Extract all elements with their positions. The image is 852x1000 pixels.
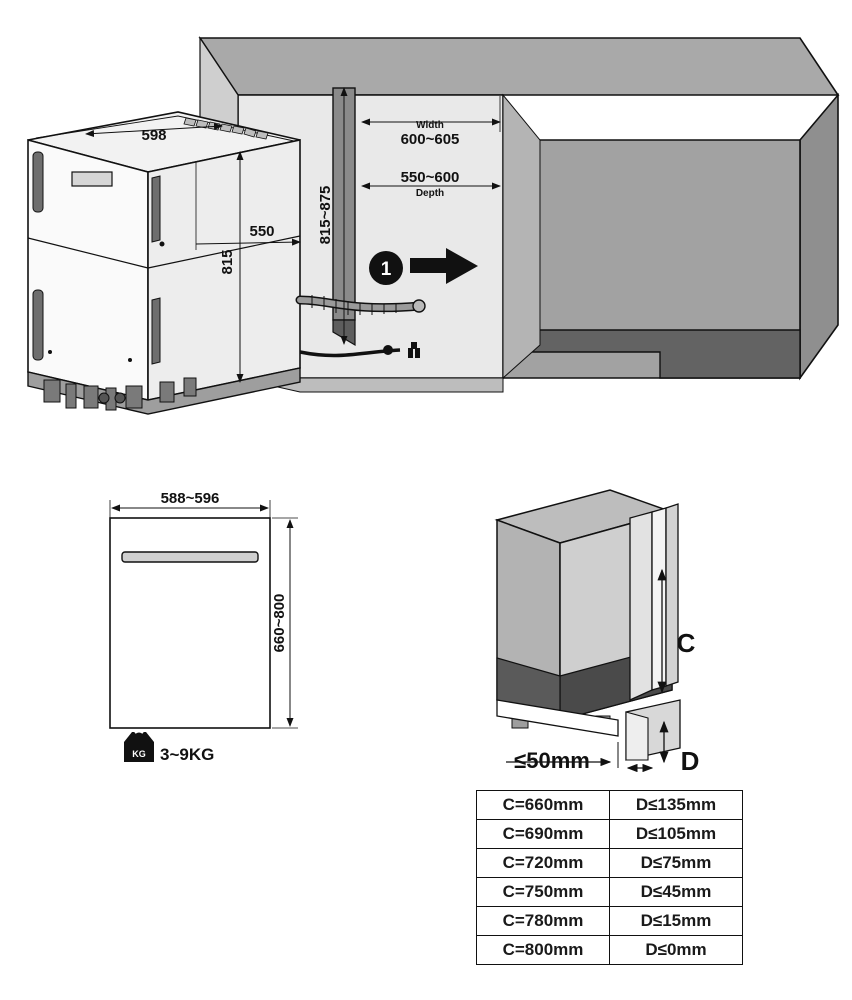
table-row (477, 849, 743, 878)
svg-text:815~875: 815~875 (317, 185, 334, 245)
table-row (477, 791, 743, 820)
table-cell-c: C=720mm (477, 849, 610, 878)
table-cell-d: D≤15mm (610, 907, 743, 936)
svg-text:KG: KG (132, 749, 146, 759)
svg-text:598: 598 (141, 127, 167, 144)
svg-text:600~605: 600~605 (400, 131, 460, 148)
table-cell-d: D≤105mm (610, 820, 743, 849)
table-cell-d: D≤0mm (610, 936, 743, 965)
table-cell-d: D≤75mm (610, 849, 743, 878)
svg-text:588~596: 588~596 (160, 490, 220, 507)
table-cell-c: C=660mm (477, 791, 610, 820)
table-cell-c: C=780mm (477, 907, 610, 936)
svg-text:550: 550 (249, 223, 275, 240)
svg-text:815: 815 (219, 249, 236, 275)
table-cell-d: D≤45mm (610, 878, 743, 907)
svg-text:C: C (676, 628, 696, 658)
table-cell-c: C=750mm (477, 878, 610, 907)
step-1-badge (369, 251, 403, 285)
svg-text:D: D (680, 746, 700, 776)
table-cell-d: D≤135mm (610, 791, 743, 820)
table-cell-c: C=800mm (477, 936, 610, 965)
dishwasher-illustration (28, 112, 300, 414)
table-row (477, 936, 743, 965)
svg-text:Width: Width (416, 120, 444, 131)
svg-text:Depth: Depth (415, 188, 445, 199)
weight-range-label: 3~9KG (160, 745, 215, 764)
svg-text:1: 1 (380, 259, 392, 280)
svg-text:660~800: 660~800 (271, 593, 288, 653)
dimension-660-800 (271, 520, 290, 726)
svg-text:550~600: 550~600 (400, 169, 460, 186)
table-cell-c: C=690mm (477, 820, 610, 849)
table-row (477, 907, 743, 936)
table-row (477, 820, 743, 849)
door-illustration (497, 490, 680, 760)
c-d-reference-table (476, 790, 743, 965)
weight-icon (124, 731, 154, 762)
table-row (477, 878, 743, 907)
front-panel-illustration (110, 500, 298, 728)
dimension-588-596 (112, 490, 268, 508)
c-d-table-body (477, 791, 743, 965)
svg-text:≤50mm: ≤50mm (514, 748, 590, 773)
